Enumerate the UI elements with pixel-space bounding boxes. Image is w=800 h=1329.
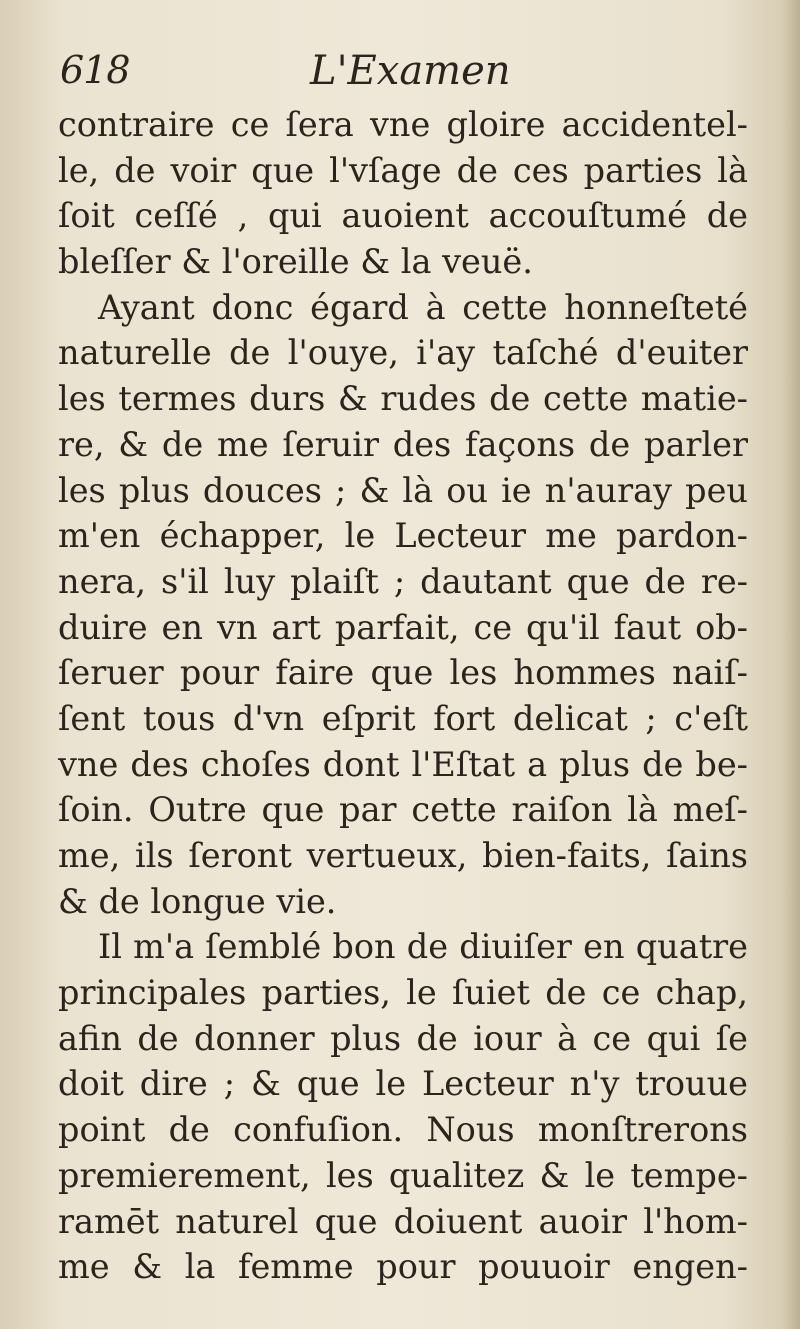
running-title: L'Examen xyxy=(310,48,511,94)
text-line: ſeruer pour faire que les hommes naiſ- xyxy=(58,653,748,693)
text-line: les termes durs & rudes de cette matie- xyxy=(58,379,748,419)
text-line: ſoit ceſſé , qui auoient accouſtumé de xyxy=(58,196,748,236)
text-line: m'en échapper, le Lecteur me pardon- xyxy=(58,516,748,556)
body-text xyxy=(58,102,748,1290)
text-line: ramēt naturel que doiuent auoir l'hom- xyxy=(58,1201,748,1241)
text-line: point de confuſion. Nous monſtrerons xyxy=(58,1110,748,1150)
text-line: me, ils ſeront vertueux, bien-faits, ſains xyxy=(58,836,748,875)
text-line: nera, s'il luy plaiſt ; dautant que de re- xyxy=(58,561,748,601)
text-line: vne des choſes dont l'Eſtat a plus de be- xyxy=(58,744,748,784)
text-line: re, & de me ſeruir des façons de parler xyxy=(58,424,748,464)
text-line: duire en vn art parfait, ce qu'il faut ob- xyxy=(58,607,748,647)
text-line: Il m'a ſemblé bon de diuiſer en quatre xyxy=(98,927,748,967)
text-line: afin de donner plus de iour à ce qui ſe xyxy=(58,1018,748,1058)
page-number: 618 xyxy=(60,48,130,92)
text-line: ſoin. Outre que par cette raiſon là meſ- xyxy=(58,790,748,830)
text-line: Ayant donc égard à cette honneſteté xyxy=(98,287,748,327)
text-line: contraire ce ſera vne gloire accidentel- xyxy=(58,105,748,144)
page-header xyxy=(60,48,750,98)
text-line: le, de voir que l'vſage de ces parties là xyxy=(58,150,748,190)
text-line: & de longue vie. xyxy=(58,881,337,921)
text-line: me & la femme pour pouuoir engen- xyxy=(58,1247,748,1287)
text-line: naturelle de l'ouye, i'ay taſché d'euiter xyxy=(58,333,748,373)
text-line: principales parties, le ſuiet de ce chap, xyxy=(58,973,748,1013)
text-line: doit dire ; & que le Lecteur n'y trouue xyxy=(58,1064,748,1104)
page-edge-shadow xyxy=(782,0,800,1329)
text-line: premierement, les qualitez & le tempe- xyxy=(58,1155,748,1195)
text-line: ſent tous d'vn eſprit fort delicat ; c'eſt xyxy=(58,698,748,738)
text-line: les plus douces ; & là ou ie n'auray peu xyxy=(58,470,748,510)
text-line: bleſſer & l'oreille & la veuë. xyxy=(58,242,533,282)
